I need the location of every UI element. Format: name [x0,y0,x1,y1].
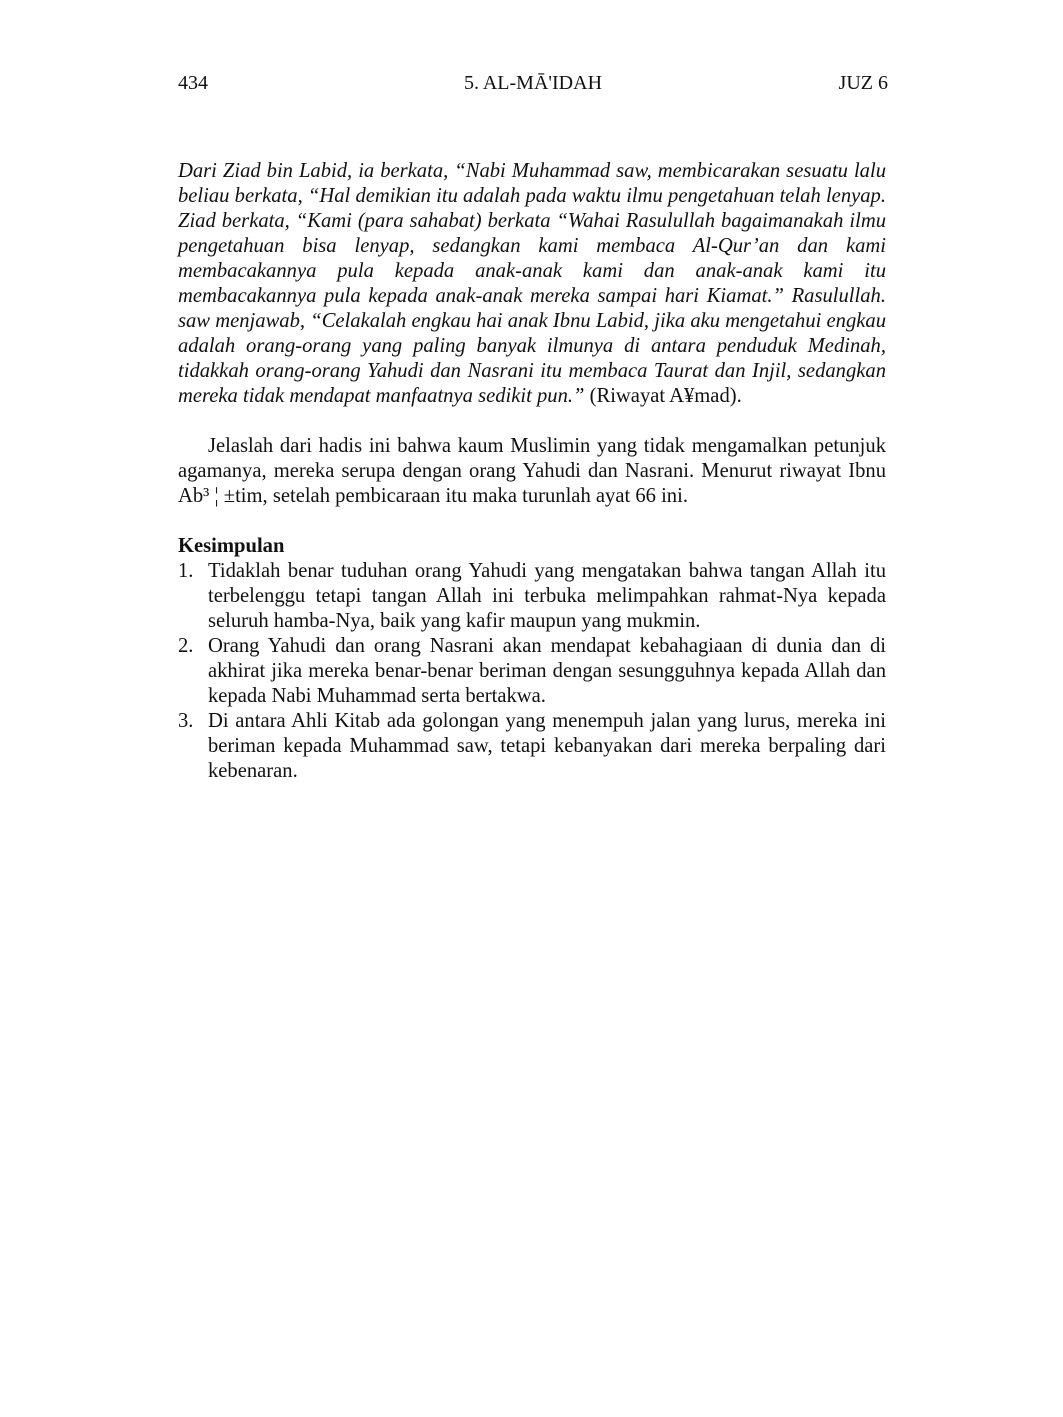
conclusion-list [178,559,886,784]
page-header [178,72,888,98]
page-number: 434 [178,72,208,94]
list-item-number: 1. [178,560,194,582]
chapter-title: 5. AL-MĀ'IDAH [463,72,603,94]
list-item [178,709,886,784]
list-item-text: Di antara Ahli Kitab ada golongan yang menempuh jalan yang lurus, mereka ini beriman kepada Muhammad saw, tetapi kebanyakan dari mereka berpaling dari kebenaran. [208,710,886,782]
juz-label: JUZ 6 [838,72,888,94]
hadith-source: (Riwayat A¥mad). [584,385,742,407]
list-item [178,559,886,634]
list-item-text: Orang Yahudi dan orang Nasrani akan mendapat kebahagiaan di dunia dan di akhirat jika mereka benar-benar beriman dengan sesungguhnya kepada Allah dan kepada Nabi Muhammad serta bertakwa. [208,635,886,707]
explanation-paragraph: Jelaslah dari hadis ini bahwa kaum Muslimin yang tidak mengamalkan petunjuk agamanya, mereka serupa dengan orang Yahudi dan Nasrani. Menurut riwayat Ibnu Ab³ ¦ ±tim, setelah pembicaraan itu maka turunlah ayat 66 ini. [178,435,886,507]
list-item-number: 3. [178,710,194,732]
conclusion-heading: Kesimpulan [178,535,285,557]
hadith-quote [178,159,886,409]
list-item-text: Tidaklah benar tuduhan orang Yahudi yang mengatakan bahwa tangan Allah itu terbelenggu tetapi tangan Allah ini terbuka melimpahkan rahmat-Nya kepada seluruh hamba-Nya, baik yang kafir maupun yang mukmin. [208,560,886,632]
list-item-number: 2. [178,635,194,657]
hadith-text: Dari Ziad bin Labid, ia berkata, “Nabi Muhammad saw, membicarakan sesuatu lalu beliau berkata, “Hal demikian itu adalah pada waktu ilmu pengetahuan telah lenyap. Ziad berkata, “Kami (para sahabat) berkata “Wahai Rasulullah bagaimanakah ilmu pengetahuan bisa lenyap, sedangkan kami membaca Al-Qur’an dan kami membacakannya pula kepada anak-anak kami dan anak-anak kami itu membacakannya pula kepada anak-anak mereka sampai hari Kiamat.” Rasulullah. saw menjawab, “Celakalah engkau hai anak Ibnu Labid, jika aku mengetahui engkau adalah orang-orang yang paling banyak ilmunya di antara penduduk Medinah, tidakkah orang-orang Yahudi dan Nasrani itu membaca Taurat dan Injil, sedangkan mereka tidak mendapat manfaatnya sedikit pun.” [178,160,886,407]
list-item [178,634,886,709]
page-body [178,159,886,784]
